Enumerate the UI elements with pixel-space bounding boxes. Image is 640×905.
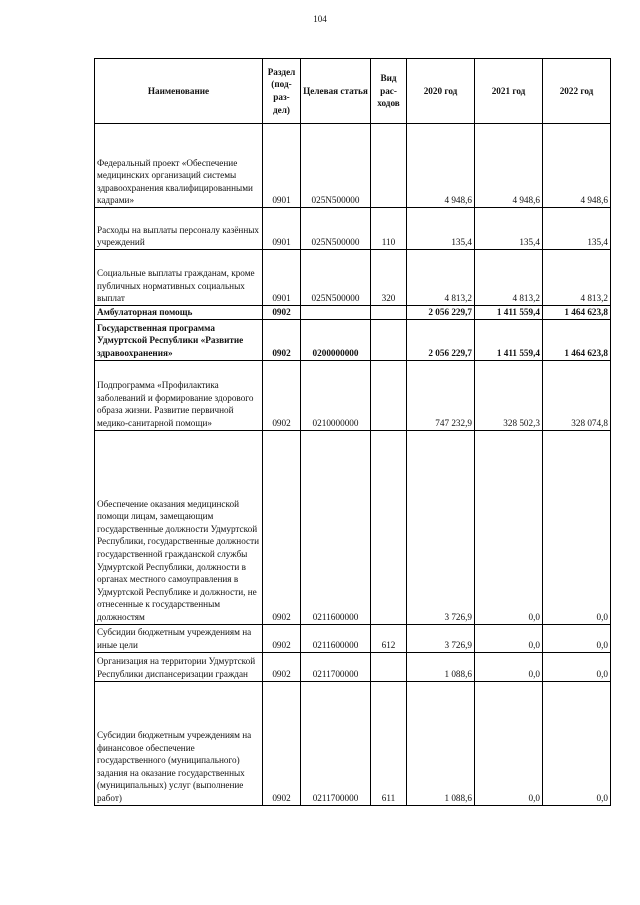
row-target: 0210000000 — [301, 360, 371, 430]
row-name: Расходы на выплаты персоналу казённых учреждений — [95, 208, 263, 250]
row-section: 0901 — [263, 208, 301, 250]
table-row — [95, 430, 611, 624]
header-2021: 2021 год — [475, 59, 543, 124]
table-row — [95, 306, 611, 320]
header-target: Целевая статья — [301, 59, 371, 124]
row-section: 0901 — [263, 250, 301, 306]
row-2022: 0,0 — [543, 624, 611, 652]
row-2020: 747 232,9 — [407, 360, 475, 430]
row-2022: 0,0 — [543, 430, 611, 624]
row-section: 0902 — [263, 681, 301, 805]
row-section: 0902 — [263, 652, 301, 681]
page-number: 104 — [313, 14, 327, 24]
row-kind — [371, 360, 407, 430]
row-2022: 4 813,2 — [543, 250, 611, 306]
row-2022: 1 464 623,8 — [543, 319, 611, 360]
header-2022: 2022 год — [543, 59, 611, 124]
row-2021: 0,0 — [475, 652, 543, 681]
row-target: 025N500000 — [301, 124, 371, 208]
header-row — [95, 59, 611, 124]
header-name: Наименование — [95, 59, 263, 124]
row-section: 0901 — [263, 124, 301, 208]
row-2021: 135,4 — [475, 208, 543, 250]
row-2021: 4 948,6 — [475, 124, 543, 208]
row-section: 0902 — [263, 360, 301, 430]
row-kind — [371, 430, 407, 624]
table-row — [95, 250, 611, 306]
row-2020: 2 056 229,7 — [407, 319, 475, 360]
row-name: Обеспечение оказания медицинской помощи лицам, замещающим государственные должности Удмуртской Республики, государственные должности государственной гражданской службы Удмуртской Республики, должности в органах местного самоуправления в Удмуртской Республике и должности, не отнесенные к государственным должностям — [95, 430, 263, 624]
row-2022: 328 074,8 — [543, 360, 611, 430]
row-name: Подпрограмма «Профилактика заболеваний и формирование здорового образа жизни. Развитие первичной медико-санитарной помощи» — [95, 360, 263, 430]
row-section: 0902 — [263, 306, 301, 320]
budget-table — [94, 58, 611, 806]
row-kind: 110 — [371, 208, 407, 250]
table-row — [95, 652, 611, 681]
row-target: 0211600000 — [301, 430, 371, 624]
row-2020: 3 726,9 — [407, 624, 475, 652]
row-kind — [371, 124, 407, 208]
row-target: 0211600000 — [301, 624, 371, 652]
header-kind: Вид рас-ходов — [371, 59, 407, 124]
row-2020: 4 813,2 — [407, 250, 475, 306]
row-kind — [371, 319, 407, 360]
row-name: Субсидии бюджетным учреждениям на финансовое обеспечение государственного (муниципального) задания на оказание государственных (муниципальных) услуг (выполнение работ) — [95, 681, 263, 805]
row-target: 025N500000 — [301, 208, 371, 250]
row-section: 0902 — [263, 319, 301, 360]
row-name: Амбулаторная помощь — [95, 306, 263, 320]
row-2022: 1 464 623,8 — [543, 306, 611, 320]
row-2020: 2 056 229,7 — [407, 306, 475, 320]
row-2022: 0,0 — [543, 652, 611, 681]
row-name: Субсидии бюджетным учреждениям на иные цели — [95, 624, 263, 652]
row-kind — [371, 652, 407, 681]
row-2020: 1 088,6 — [407, 681, 475, 805]
row-kind — [371, 306, 407, 320]
table-row — [95, 319, 611, 360]
row-2020: 135,4 — [407, 208, 475, 250]
row-target: 0211700000 — [301, 652, 371, 681]
row-2021: 1 411 559,4 — [475, 319, 543, 360]
table-row — [95, 124, 611, 208]
row-2021: 0,0 — [475, 681, 543, 805]
header-section: Раздел (под-раз-дел) — [263, 59, 301, 124]
row-name: Федеральный проект «Обеспечение медицинских организаций системы здравоохранения квалифицированными кадрами» — [95, 124, 263, 208]
row-target — [301, 306, 371, 320]
row-2022: 135,4 — [543, 208, 611, 250]
row-name: Социальные выплаты гражданам, кроме публичных нормативных социальных выплат — [95, 250, 263, 306]
row-2021: 0,0 — [475, 430, 543, 624]
row-2020: 4 948,6 — [407, 124, 475, 208]
row-section: 0902 — [263, 624, 301, 652]
row-target: 0211700000 — [301, 681, 371, 805]
table-row — [95, 624, 611, 652]
row-name: Государственная программа Удмуртской Республики «Развитие здравоохранения» — [95, 319, 263, 360]
row-2022: 0,0 — [543, 681, 611, 805]
table-row — [95, 681, 611, 805]
row-2021: 4 813,2 — [475, 250, 543, 306]
row-2020: 3 726,9 — [407, 430, 475, 624]
row-target: 025N500000 — [301, 250, 371, 306]
row-section: 0902 — [263, 430, 301, 624]
table-row — [95, 360, 611, 430]
row-target: 0200000000 — [301, 319, 371, 360]
row-2021: 328 502,3 — [475, 360, 543, 430]
row-2021: 0,0 — [475, 624, 543, 652]
row-2022: 4 948,6 — [543, 124, 611, 208]
header-2020: 2020 год — [407, 59, 475, 124]
table-row — [95, 208, 611, 250]
row-name: Организация на территории Удмуртской Республики диспансеризации граждан — [95, 652, 263, 681]
row-kind: 612 — [371, 624, 407, 652]
row-kind: 320 — [371, 250, 407, 306]
row-2021: 1 411 559,4 — [475, 306, 543, 320]
row-2020: 1 088,6 — [407, 652, 475, 681]
row-kind: 611 — [371, 681, 407, 805]
